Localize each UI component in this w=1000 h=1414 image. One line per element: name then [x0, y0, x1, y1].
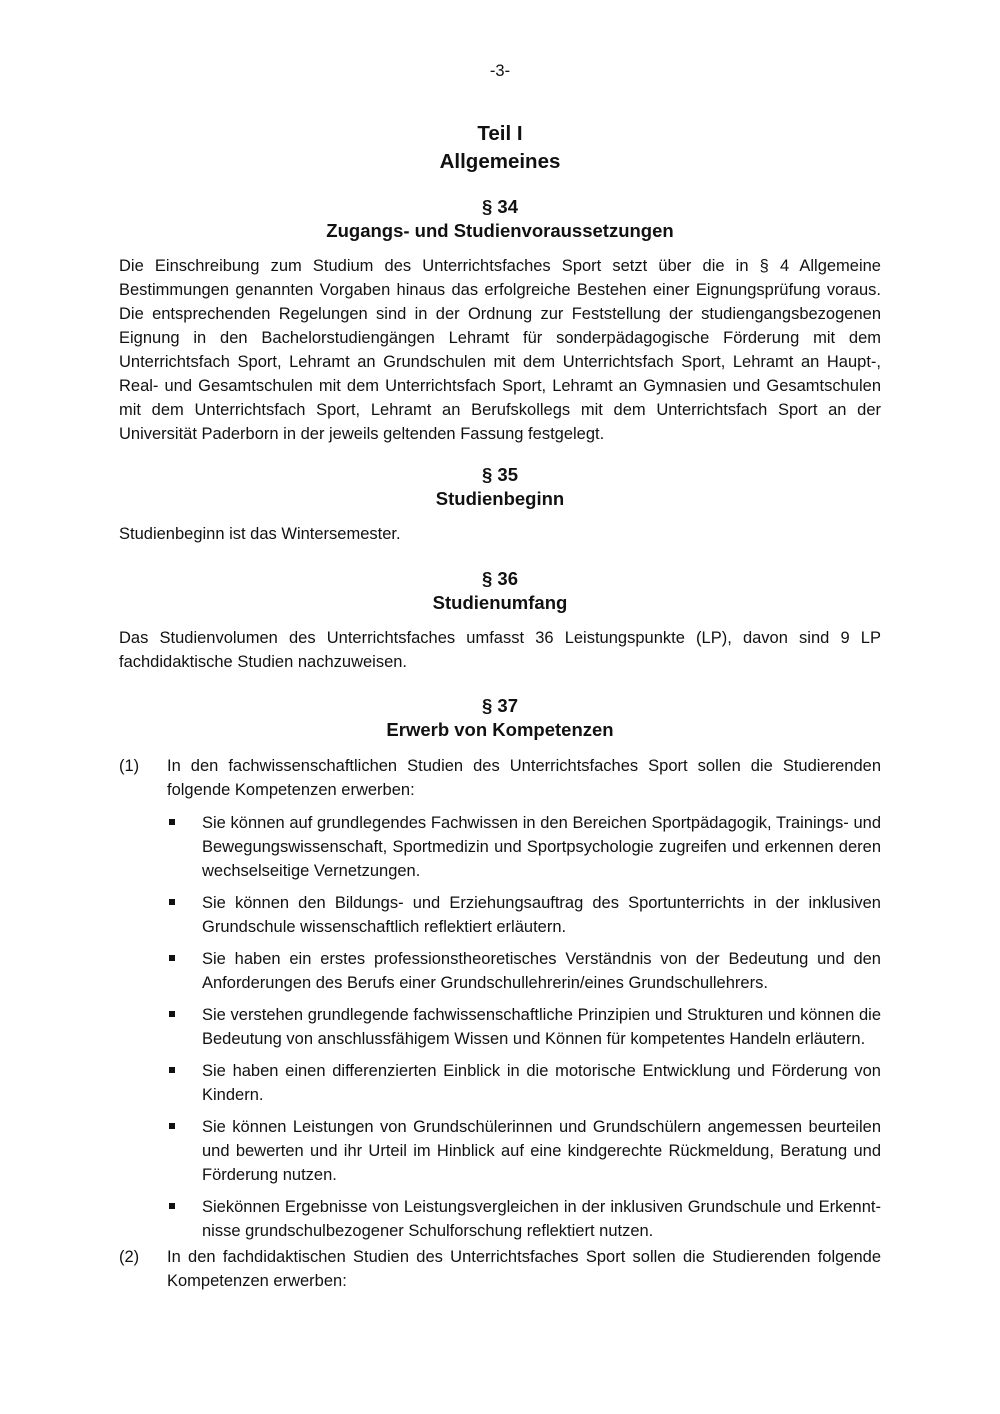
section-number: § 35 [481, 464, 518, 485]
bullet-text: Sie haben ein erstes professionstheoretisches Verständnis von der Bedeutung und den Anforderungen des Berufs einer Grundschullehrerin/eines Grundschullehrers. [202, 950, 881, 992]
item-number: (1) [119, 757, 140, 775]
item-number: (2) [119, 1248, 140, 1266]
section-34-heading [0, 195, 1000, 243]
section-37-heading [0, 694, 1000, 742]
page-number: -3- [489, 62, 511, 80]
part-subtitle: Allgemeines [439, 150, 561, 173]
item-text: In den fachdidaktischen Studien des Unterrichtsfaches Sport sollen die Studierenden folgende Kompetenzen erwerben: [167, 1248, 881, 1290]
bullet-item [166, 1195, 881, 1243]
square-bullet-icon [169, 1203, 175, 1209]
bullet-text: Sie können auf grundlegendes Fachwissen in den Bereichen Sportpädagogik, Trainings- und Bewegungswissenschaft, Sportmedizin und Sportpsychologie zugreifen und erkennen deren wechselseitige Vernetzungen. [202, 814, 881, 880]
bullet-text: Sie können Leistungen von Grundschülerinnen und Grundschülern angemessen beurteilen und bewerten und ihr Urteil im Hinblick auf eine kindgerechte Rückmeldung, Beratung und Förderung nutzen. [202, 1118, 881, 1184]
section-number: § 37 [481, 695, 518, 716]
square-bullet-icon [169, 899, 175, 905]
bullet-item [166, 1003, 881, 1051]
section-35-text: Studienbeginn ist das Wintersemester. [119, 525, 401, 543]
section-title: Studienbeginn [435, 488, 565, 509]
square-bullet-icon [169, 819, 175, 825]
section-36-text: Das Studienvolumen des Unterrichtsfaches umfasst 36 Leistungspunkte (LP), davon sind 9 LP fachdidaktische Studien nachzuweisen. [119, 629, 881, 671]
numbered-item [119, 754, 881, 802]
bullet-item [166, 1059, 881, 1107]
section-title: Studienumfang [432, 592, 568, 613]
bullet-text: Sie haben einen differenzierten Einblick in die motorische Entwicklung und Förderung von Kindern. [202, 1062, 881, 1104]
section-title: Zugangs- und Studienvoraussetzungen [326, 220, 674, 241]
bullet-item [166, 1115, 881, 1187]
item-text: In den fachwissenschaftlichen Studien des Unterrichtsfaches Sport sollen die Studierenden folgende Kompetenzen erwerben: [167, 757, 881, 799]
bullet-item [166, 947, 881, 995]
bullet-item [166, 811, 881, 883]
section-35-heading [0, 463, 1000, 511]
bullet-text: Sie verstehen grundlegende fachwissenschaftliche Prinzipien und Strukturen und können die Bedeutung von anschlussfähigem Wissen und Können für kompetentes Handeln erläutern. [202, 1006, 881, 1048]
section-number: § 34 [481, 196, 518, 217]
numbered-item [119, 1245, 881, 1293]
bullet-text: Siekönnen Ergebnisse von Leistungsvergleichen in der inklusiven Grundschule und Erkennt-nisse grundschulbezogener Schulforschung reflektiert nutzen. [202, 1198, 881, 1240]
part-title: Teil I [477, 122, 523, 145]
bullet-text: Sie können den Bildungs- und Erziehungsauftrag des Sportunterrichts in der inklusiven Grundschule wissenschaftlich reflektiert erläutern. [202, 894, 881, 936]
square-bullet-icon [169, 955, 175, 961]
section-number: § 36 [481, 568, 518, 589]
part-heading [0, 120, 1000, 176]
bullet-item [166, 891, 881, 939]
section-34-text: Die Einschreibung zum Studium des Unterrichtsfaches Sport setzt über die in § 4 Allgemeine Bestimmungen genannten Vorgaben hinaus das erfolgreiche Bestehen einer Eignungsprüfung voraus. Die entsprechenden Regelungen sind in der Ordnung zur Feststellung der studiengangsbezogenen Eignung in den Bachelorstudiengängen Lehramt für sonderpädagogische Förderung mit dem Unterrichtsfach Sport, Lehramt an Grundschulen mit dem Unterrichtsfach Sport, Lehramt an Haupt-, Real- und Gesamtschulen mit dem Unterrichtsfach Sport, Lehramt an Gymnasien und Gesamtschulen mit dem Unterrichtsfach Sport, Lehramt an Berufskollegs mit dem Unterrichtsfach Sport an der Universität Paderborn in der jeweils geltenden Fassung festgelegt. [119, 257, 881, 443]
section-36-heading [0, 567, 1000, 615]
square-bullet-icon [169, 1067, 175, 1073]
section-title: Erwerb von Kompetenzen [386, 719, 614, 740]
square-bullet-icon [169, 1123, 175, 1129]
competence-bullet-list [166, 811, 881, 1251]
square-bullet-icon [169, 1011, 175, 1017]
